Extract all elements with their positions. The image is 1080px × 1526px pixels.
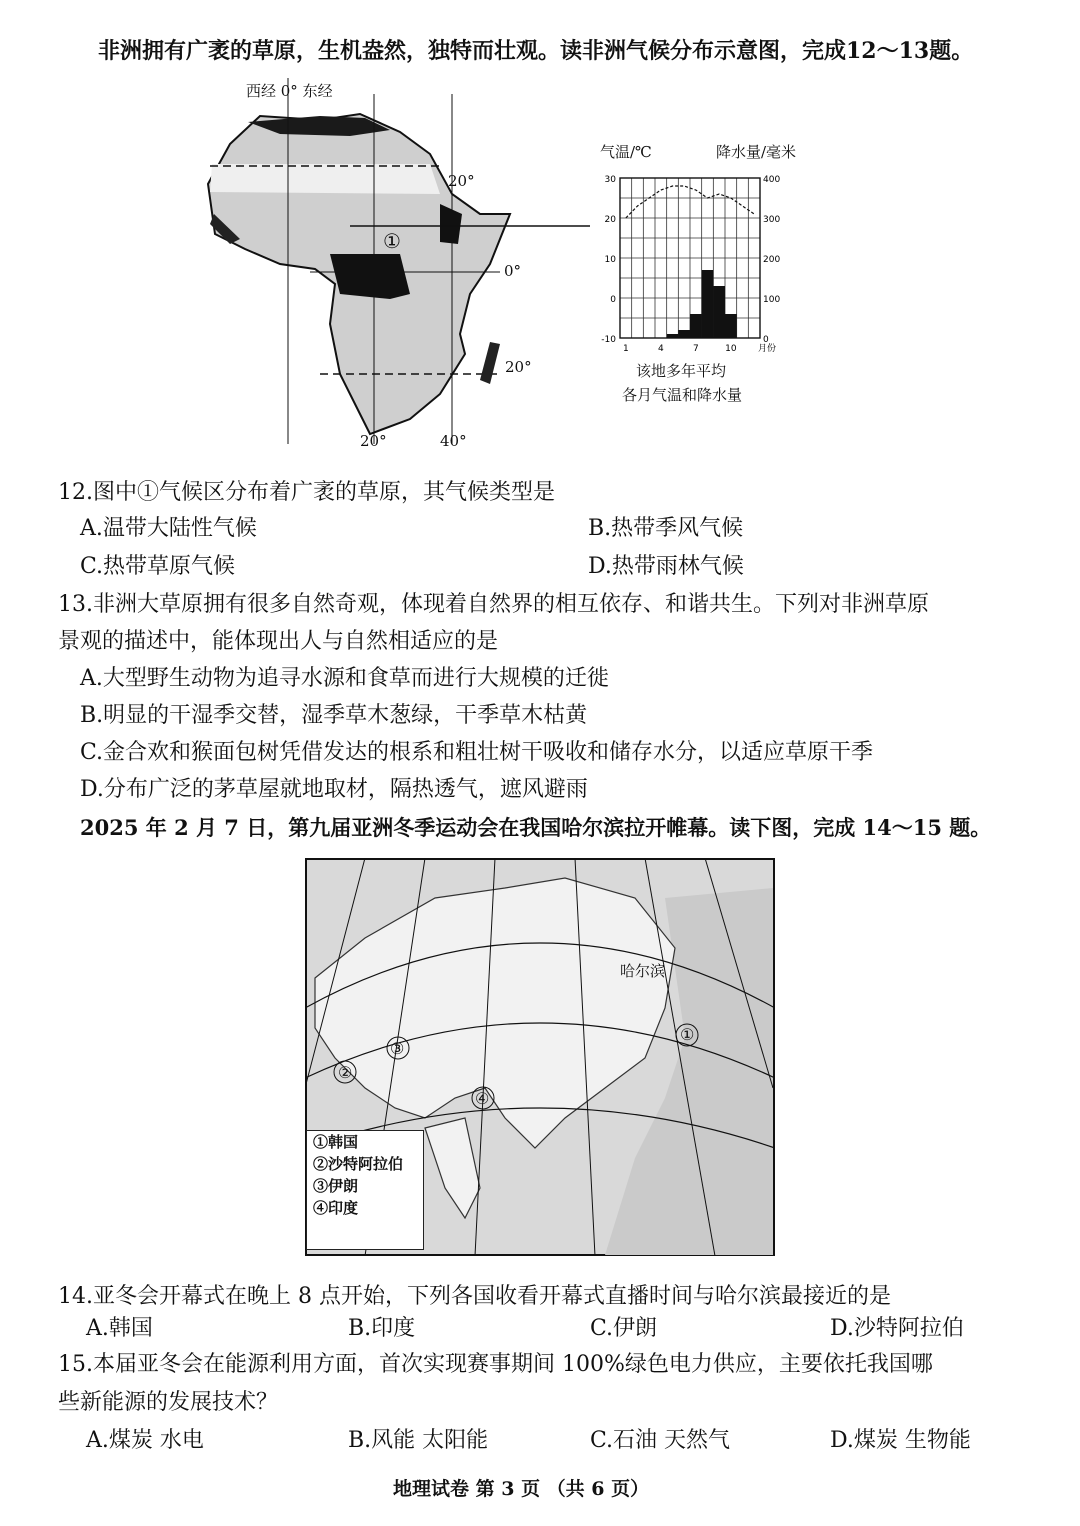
chart-caption-1: 该地多年平均	[636, 362, 727, 380]
region-1-marker: ①	[383, 229, 401, 253]
climate-chart	[590, 160, 790, 360]
q13-option-a[interactable]: A.大型野生动物为追寻水源和食草而进行大规模的迁徙	[80, 666, 609, 691]
asia-marker-2: ②	[338, 1063, 353, 1082]
q13-stem-2: 景观的描述中，能体现出人与自然相适应的是	[58, 629, 499, 654]
precip-tick: 0	[763, 335, 769, 345]
q14-stem: 14.亚冬会开幕式在晚上 8 点开始，下列各国收看开幕式直播时间与哈尔滨最接近的是	[58, 1284, 891, 1309]
temp-tick: -10	[601, 335, 616, 345]
harbin-label: 哈尔滨	[620, 962, 666, 980]
precip-bar	[690, 314, 702, 338]
asia-marker-4: ④	[475, 1089, 490, 1108]
temp-tick: 10	[604, 255, 616, 265]
q14-option-d[interactable]: D.沙特阿拉伯	[830, 1316, 964, 1341]
q14-option-c[interactable]: C.伊朗	[590, 1316, 658, 1341]
q15-option-b[interactable]: B.风能 太阳能	[348, 1428, 489, 1453]
precip-tick: 100	[763, 295, 781, 305]
lat-n20-label: 20°	[448, 172, 475, 190]
month-tick: 7	[692, 344, 699, 354]
month-tick: 4	[657, 344, 664, 354]
legend-item: ②沙特阿拉伯	[313, 1155, 404, 1173]
q12-option-d[interactable]: D.热带雨林气候	[588, 554, 744, 579]
precip-bar	[713, 286, 725, 338]
precip-bar	[702, 270, 714, 338]
q13-option-b[interactable]: B.明显的干湿季交替，湿季草木葱绿，干季草木枯黄	[80, 703, 588, 728]
intro-14-15: 2025 年 2 月 7 日，第九届亚洲冬季运动会在我国哈尔滨拉开帷幕。读下图，完成 14～15 题。	[80, 815, 992, 840]
lat-s20-label: 20°	[505, 358, 532, 376]
precip-tick: 400	[763, 175, 781, 185]
temp-axis-label: 气温/℃	[600, 143, 652, 161]
q15-option-d[interactable]: D.煤炭 生物能	[830, 1428, 971, 1453]
q12-stem: 12.图中①气候区分布着广袤的草原，其气候类型是	[58, 480, 555, 505]
africa-climate-map	[190, 74, 590, 454]
precip-bar	[725, 314, 737, 338]
temp-tick: 30	[604, 175, 616, 185]
lat-0-label: 0°	[504, 262, 522, 280]
lon-20-label: 20°	[360, 432, 387, 450]
q13-stem-1: 13.非洲大草原拥有很多自然奇观，体现着自然界的相互依存、和谐共生。下列对非洲草原	[58, 592, 929, 617]
q12-option-b[interactable]: B.热带季风气候	[588, 516, 744, 541]
legend-item: ④印度	[313, 1199, 359, 1217]
legend-item: ③伊朗	[313, 1177, 359, 1195]
intro-12-13: 非洲拥有广袤的草原，生机盎然，独特而壮观。读非洲气候分布示意图，完成12～13题。	[98, 38, 974, 64]
temp-tick: 0	[610, 295, 616, 305]
q14-option-b[interactable]: B.印度	[348, 1316, 416, 1341]
asia-marker-3: ③	[390, 1039, 405, 1058]
chart-caption-2: 各月气温和降水量	[622, 386, 743, 404]
page-footer: 地理试卷 第 3 页 （共 6 页）	[393, 1478, 650, 1500]
month-tick: 1	[622, 344, 629, 354]
q15-stem-2: 些新能源的发展技术？	[58, 1390, 279, 1415]
precip-bar	[678, 330, 690, 338]
q15-stem-1: 15.本届亚冬会在能源利用方面，首次实现赛事期间 100%绿色电力供应，主要依托我国哪	[58, 1352, 933, 1377]
lon-40-label: 40°	[440, 432, 467, 450]
q15-option-c[interactable]: C.石油 天然气	[590, 1428, 731, 1453]
map-lon-label: 西经 0° 东经	[246, 82, 333, 100]
q13-option-c[interactable]: C.金合欢和猴面包树凭借发达的根系和粗壮树干吸收和储存水分，以适应草原干季	[80, 740, 874, 765]
month-unit: 月份	[758, 344, 777, 354]
legend-item: ①韩国	[313, 1133, 359, 1151]
q13-option-d[interactable]: D.分布广泛的茅草屋就地取材，隔热透气，遮风避雨	[80, 777, 588, 802]
asia-map-legend	[306, 1130, 424, 1250]
q14-option-a[interactable]: A.韩国	[86, 1316, 153, 1341]
precip-bar	[667, 334, 679, 338]
precip-axis-label: 降水量/毫米	[716, 143, 797, 161]
q12-option-a[interactable]: A.温带大陆性气候	[80, 516, 257, 541]
q12-option-c[interactable]: C.热带草原气候	[80, 554, 236, 579]
q15-option-a[interactable]: A.煤炭 水电	[86, 1428, 204, 1453]
month-tick: 10	[725, 344, 737, 354]
precip-tick: 200	[763, 255, 781, 265]
asia-marker-1: ①	[680, 1025, 695, 1044]
temp-tick: 20	[604, 215, 616, 225]
precip-tick: 300	[763, 215, 781, 225]
